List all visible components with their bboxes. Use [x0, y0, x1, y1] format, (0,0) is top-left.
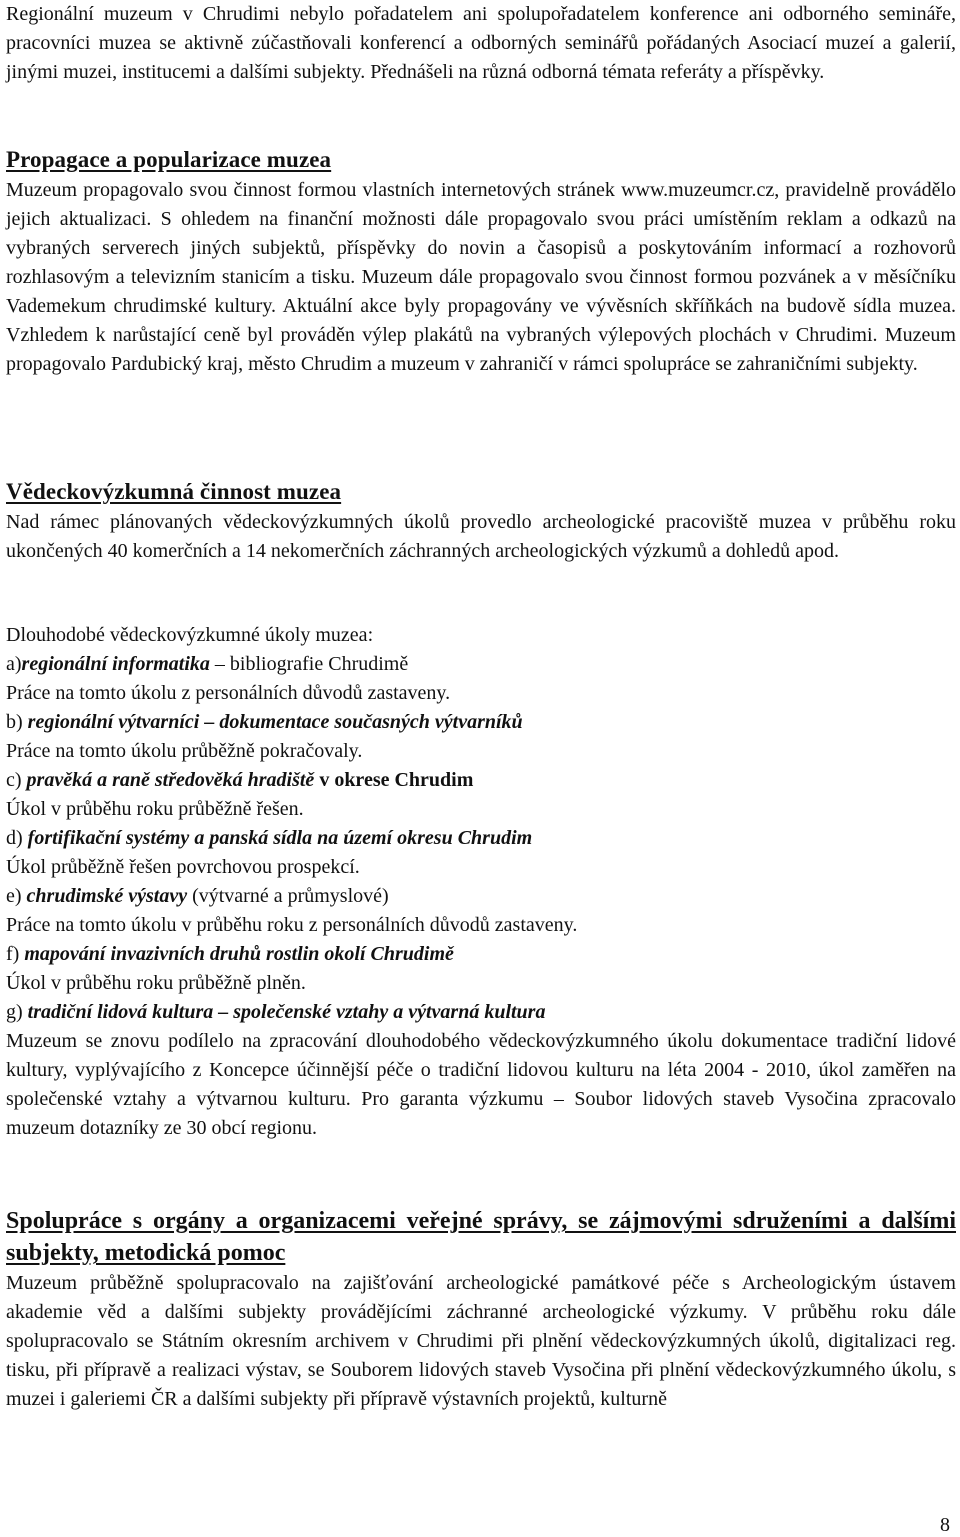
task-f-prefix: f)	[6, 943, 25, 965]
research-section	[6, 477, 956, 566]
task-b-title: regionální výtvarníci – dokumentace současných výtvarníků	[27, 711, 523, 733]
task-d-note: Úkol průběžně řešen povrchovou prospekcí.	[6, 856, 360, 878]
research-paragraph: Nad rámec plánovaných vědeckovýzkumných úkolů provedlo archeologické pracoviště muzea v průběhu roku ukončených 40 komerčních a 14 nekomerčních záchranných archeologických výzkumů a dohledů apod.	[6, 511, 956, 562]
propagation-heading: Propagace a popularizace muzea	[6, 147, 332, 172]
task-c-note: Úkol v průběhu roku průběžně řešen.	[6, 798, 304, 820]
task-a	[6, 650, 956, 679]
task-f	[6, 940, 956, 969]
propagation-paragraph	[6, 176, 956, 379]
cooperation-section	[6, 1205, 956, 1414]
task-c-suffix: v okrese Chrudim	[314, 769, 474, 791]
task-e-prefix: e)	[6, 885, 27, 907]
propagation-text-start: Muzeum propagovalo svou činnost formou vlastních internetových stránek	[6, 179, 622, 201]
task-b-note: Práce na tomto úkolu průběžně pokračovaly.	[6, 740, 363, 762]
task-f-note: Úkol v průběhu roku průběžně plněn.	[6, 972, 306, 994]
task-e-title: chrudimské výstavy	[26, 885, 188, 907]
propagation-text-rest: , pravidelně provádělo jejich aktualizaci. S ohledem na finanční možnosti dále propagovalo svou práci umístěním reklam a odkazů na vybraných serverech jiných subjektů, příspěvky do novin a časopisů a poskytováním informací a rozhovorů rozhlasovým a televizním stanicím a tisku. Muzeum dále propagovalo svou činnost formou pozvánek a v měsíčníku Vademekum chrudimské kultury. Aktuální akce byly propagovány ve vývěsních skříňkách na budově sídla muzea. Vzhledem k narůstající ceně byl prováděn výlep plakátů na vybraných výlepových plochách v Chrudimi. Muzeum propagovalo Pardubický kraj, město Chrudim a muzeum v zahraničí v rámci spolupráce se zahraničními subjekty.	[6, 179, 956, 375]
task-d	[6, 824, 956, 853]
task-g-title: tradiční lidová kultura – společenské vztahy a výtvarná kultura	[27, 1001, 546, 1023]
task-d-prefix: d)	[6, 827, 28, 849]
task-b	[6, 708, 956, 737]
task-e-note: Práce na tomto úkolu v průběhu roku z personálních důvodů zastaveny.	[6, 914, 578, 936]
task-e-suffix: (výtvarné a průmyslové)	[187, 885, 389, 907]
research-heading: Vědeckovýzkumná činnost muzea	[6, 479, 342, 504]
task-a-prefix: a)	[6, 653, 22, 675]
task-a-suffix: – bibliografie Chrudimě	[209, 653, 409, 675]
propagation-section	[6, 145, 956, 379]
task-f-title: mapování invazivních druhů rostlin okolí Chrudimě	[24, 943, 454, 965]
task-e	[6, 882, 956, 911]
task-b-prefix: b)	[6, 711, 28, 733]
task-c	[6, 766, 956, 795]
task-g	[6, 998, 956, 1027]
page-number: 8	[940, 1514, 950, 1536]
task-g-paragraph: Muzeum se znovu podílelo na zpracování dlouhodobého vědeckovýzkumného úkolu dokumentace tradiční lidové kultury, vyplývajícího z Koncepce účinnější péče o tradiční lidovou kulturu na léta 2004 - 2010, úkol zaměřen na společenské vztahy a výtvarnou kulturu. Pro garanta výzkumu – Soubor lidových staveb Vysočina zpracovalo muzeum dotazníky ze 30 obcí regionu.	[6, 1030, 956, 1139]
cooperation-heading: Spolupráce s orgány a organizacemi veřejné správy, se zájmovými sdruženími a dalšími subjekty, metodická pomoc	[6, 1208, 956, 1266]
task-d-title: fortifikační systémy a panská sídla na území okresu Chrudim	[27, 827, 533, 849]
intro-block	[6, 0, 956, 87]
cooperation-paragraph: Muzeum průběžně spolupracovalo na zajišťování archeologické památkové péče s Archeologickým ústavem akademie věd a dalšími subjekty provádějícími záchranné archeologické výzkumy. V průběhu roku dále spolupracovalo se Státním okresním archivem v Chrudimi při plnění vědeckovýzkumných úkolů, digitalizaci reg. tisku, při přípravě a realizaci výstav, se Souborem lidových staveb Vysočina při plnění vědeckovýzkumného úkolu, s muzei i galeriemi ČR a dalšími subjekty při přípravě výstavních projektů, kulturně	[6, 1272, 956, 1410]
research-tasks	[6, 621, 956, 1143]
task-a-title: regionální informatika	[21, 653, 210, 675]
website-link[interactable]: www.muzeumcr.cz	[621, 179, 775, 201]
intro-paragraph: Regionální muzeum v Chrudimi nebylo pořadatelem ani spolupořadatelem konference ani odborného semináře, pracovníci muzea se aktivně zúčastňovali konferencí a odborných seminářů pořádaných Asociací muzeí a galerií, jinými muzei, institucemi a dalšími subjekty. Přednášeli na různá odborná témata referáty a příspěvky.	[6, 3, 956, 83]
task-c-prefix: c)	[6, 769, 27, 791]
task-g-prefix: g)	[6, 1001, 28, 1023]
task-c-title: pravěká a raně středověká hradiště	[26, 769, 315, 791]
tasks-intro: Dlouhodobé vědeckovýzkumné úkoly muzea:	[6, 624, 374, 646]
task-a-note: Práce na tomto úkolu z personálních důvodů zastaveny.	[6, 682, 451, 704]
